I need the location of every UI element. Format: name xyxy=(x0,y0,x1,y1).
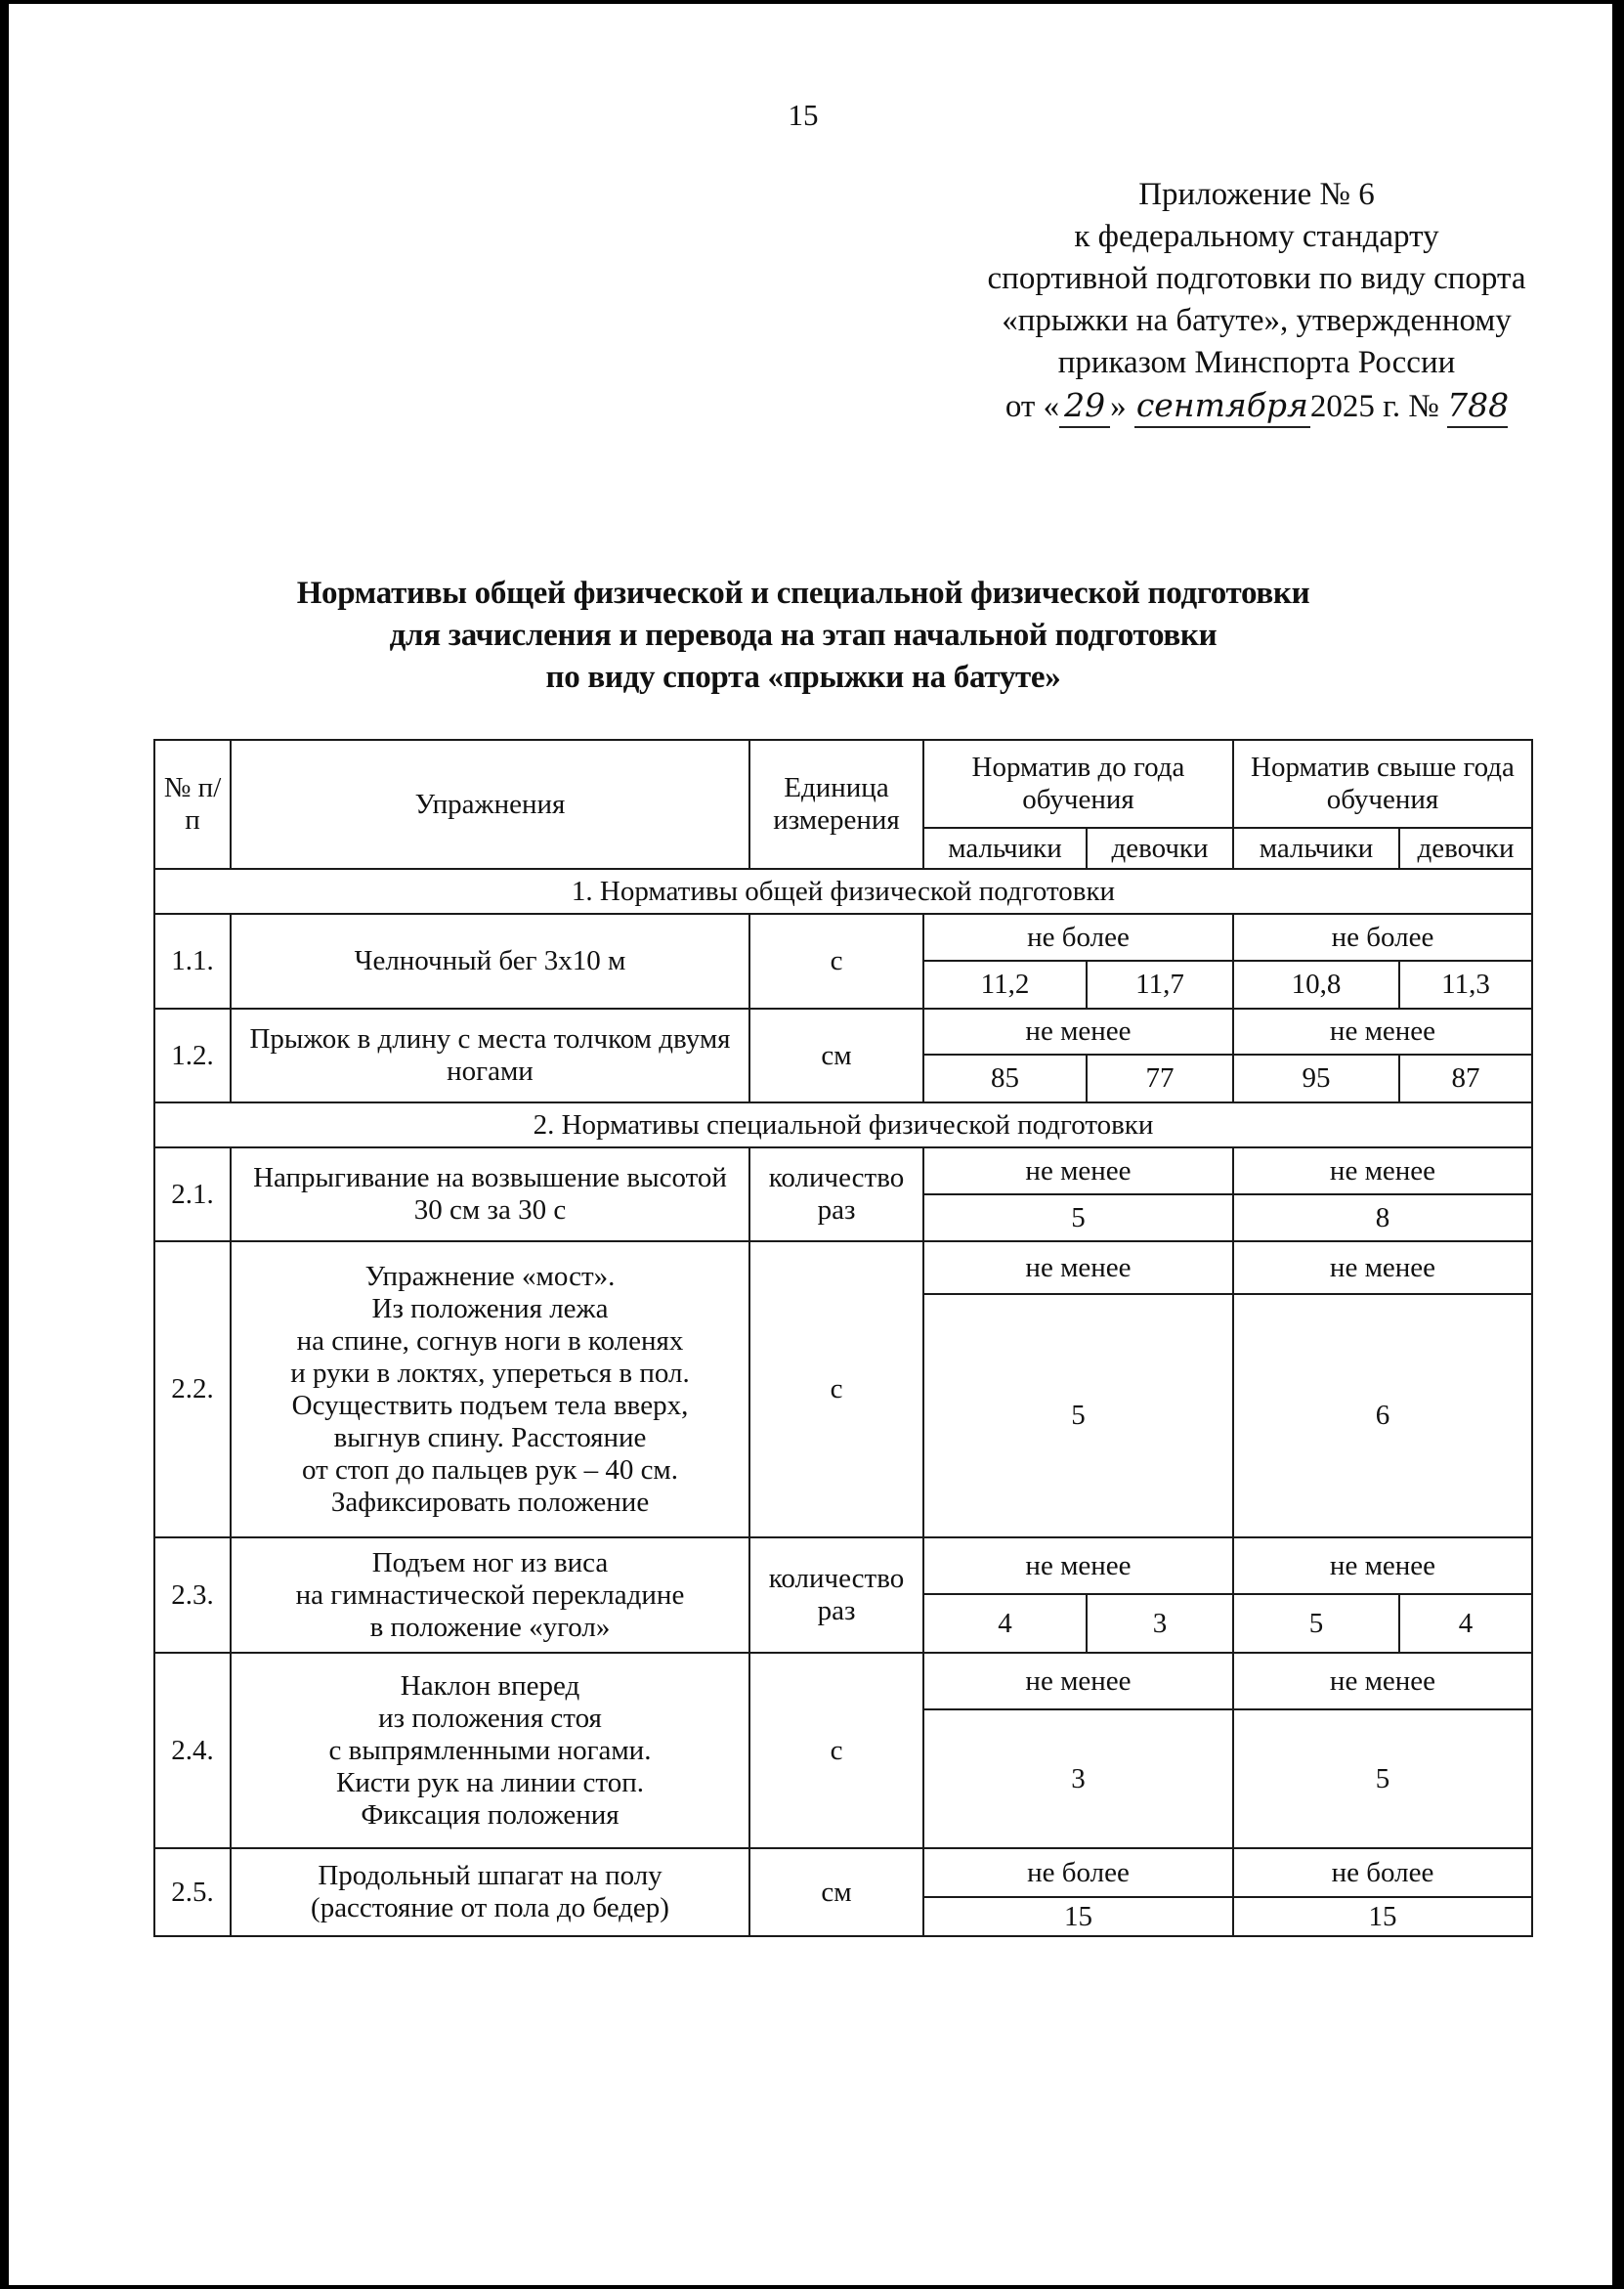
cond-first-year: не более xyxy=(923,1848,1233,1897)
row-unit: с xyxy=(749,1241,923,1537)
exercise-line: с выпрямленными ногами. xyxy=(328,1734,652,1766)
value-after-all: 6 xyxy=(1233,1294,1532,1537)
header-exercise: Упражнения xyxy=(231,740,749,869)
cond-first-year: не менее xyxy=(923,1009,1233,1055)
date-quote-close: » xyxy=(1110,389,1127,424)
value-first-girls: 77 xyxy=(1087,1055,1233,1102)
row-num: 2.2. xyxy=(154,1241,231,1537)
value-after-girls: 11,3 xyxy=(1399,961,1532,1009)
table-row xyxy=(154,1848,1532,1897)
table-row xyxy=(154,914,1532,961)
exercise-line: на гимнастической перекладине xyxy=(295,1578,685,1611)
order-number-handwritten: 788 xyxy=(1447,384,1508,428)
header-girls: девочки xyxy=(1399,828,1532,869)
norms-table xyxy=(153,739,1533,1937)
exercise-line: (расстояние от пола до бедер) xyxy=(311,1892,669,1923)
row-unit: см xyxy=(749,1009,923,1102)
appendix-header xyxy=(880,174,1624,428)
value-after-all: 5 xyxy=(1233,1709,1532,1848)
exercise-line: Наклон вперед xyxy=(400,1669,580,1702)
row-num: 2.4. xyxy=(154,1653,231,1848)
value-first-all: 15 xyxy=(923,1897,1233,1936)
cond-after-year: не менее xyxy=(1233,1009,1532,1055)
exercise-line: Зафиксировать положение xyxy=(330,1486,650,1518)
row-unit: количество раз xyxy=(749,1537,923,1653)
exercise-line: Упражнение «мост». xyxy=(364,1260,616,1292)
appendix-line: приказом Минспорта России xyxy=(1057,345,1456,380)
exercise-line: от стоп до пальцев рук – 40 см. xyxy=(301,1453,679,1486)
table-row xyxy=(154,1009,1532,1055)
value-after-all: 8 xyxy=(1233,1194,1532,1241)
value-first-boys: 11,2 xyxy=(923,961,1087,1009)
header-boys: мальчики xyxy=(923,828,1087,869)
header-norm-first-year: Норматив до года обучения xyxy=(923,740,1233,828)
cond-first-year: не более xyxy=(923,914,1233,961)
row-exercise: Напрыгивание на возвышение высотой 30 см за 30 с xyxy=(231,1147,749,1241)
header-girls: девочки xyxy=(1087,828,1233,869)
exercise-line: и руки в локтях, упереться в пол. xyxy=(290,1357,690,1389)
section-title: 2. Нормативы специальной физической подготовки xyxy=(154,1102,1532,1147)
cond-first-year: не менее xyxy=(923,1241,1233,1294)
row-unit: см xyxy=(749,1848,923,1936)
date-day-handwritten: 29 xyxy=(1059,384,1110,428)
row-unit: количество раз xyxy=(749,1147,923,1241)
row-exercise: Челночный бег 3х10 м xyxy=(231,914,749,1009)
value-first-boys: 85 xyxy=(923,1055,1087,1102)
document-title xyxy=(0,573,1615,699)
header-unit: Единица измерения xyxy=(749,740,923,869)
table-row xyxy=(154,1241,1532,1294)
cond-after-year: не более xyxy=(1233,914,1532,961)
appendix-line: к федеральному стандарту xyxy=(1074,219,1439,254)
value-first-boys: 4 xyxy=(923,1594,1087,1653)
cond-after-year: не менее xyxy=(1233,1147,1532,1194)
section-title: 1. Нормативы общей физической подготовки xyxy=(154,869,1532,914)
row-num: 1.2. xyxy=(154,1009,231,1102)
row-exercise xyxy=(231,1241,749,1537)
value-after-girls: 87 xyxy=(1399,1055,1532,1102)
table-row xyxy=(154,1537,1532,1594)
value-after-boys: 5 xyxy=(1233,1594,1399,1653)
exercise-line: Фиксация положения xyxy=(361,1798,620,1831)
title-line: для зачисления и перевода на этап начальной подготовки xyxy=(389,618,1218,653)
exercise-line: Кисти рук на линии стоп. xyxy=(335,1766,644,1798)
row-num: 2.1. xyxy=(154,1147,231,1241)
row-num: 2.3. xyxy=(154,1537,231,1653)
header-norm-after-year: Норматив свыше года обучения xyxy=(1233,740,1532,828)
appendix-date-line xyxy=(880,384,1624,428)
cond-first-year: не менее xyxy=(923,1537,1233,1594)
exercise-line: Подъем ног из виса xyxy=(371,1546,609,1578)
value-after-boys: 10,8 xyxy=(1233,961,1399,1009)
row-unit: с xyxy=(749,1653,923,1848)
exercise-line: Из положения лежа xyxy=(371,1292,609,1324)
title-line: Нормативы общей физической и специальной физической подготовки xyxy=(296,576,1310,611)
table-row xyxy=(154,1147,1532,1194)
cond-first-year: не менее xyxy=(923,1653,1233,1709)
header-boys: мальчики xyxy=(1233,828,1399,869)
cond-after-year: не более xyxy=(1233,1848,1532,1897)
row-exercise xyxy=(231,1537,749,1653)
cond-after-year: не менее xyxy=(1233,1537,1532,1594)
exercise-line: Осуществить подъем тела вверх, xyxy=(291,1389,689,1421)
row-exercise xyxy=(231,1848,749,1936)
header-num: № п/п xyxy=(154,740,231,869)
cond-after-year: не менее xyxy=(1233,1241,1532,1294)
value-first-all: 5 xyxy=(923,1294,1233,1537)
value-first-all: 3 xyxy=(923,1709,1233,1848)
page-number: 15 xyxy=(788,98,819,132)
value-first-girls: 11,7 xyxy=(1087,961,1233,1009)
exercise-line: выгнув спину. Расстояние xyxy=(333,1421,647,1453)
value-after-girls: 4 xyxy=(1399,1594,1532,1653)
date-prefix: от « xyxy=(1004,389,1060,424)
cond-first-year: не менее xyxy=(923,1147,1233,1194)
cond-after-year: не менее xyxy=(1233,1653,1532,1709)
table-header-row xyxy=(154,740,1532,828)
table-row xyxy=(154,1653,1532,1709)
exercise-line: на спине, согнув ноги в коленях xyxy=(296,1324,684,1357)
value-after-all: 15 xyxy=(1233,1897,1532,1936)
value-after-boys: 95 xyxy=(1233,1055,1399,1102)
appendix-line: спортивной подготовки по виду спорта xyxy=(987,261,1526,296)
row-unit: с xyxy=(749,914,923,1009)
date-month-handwritten: сентября xyxy=(1134,384,1310,428)
appendix-line: Приложение № 6 xyxy=(1138,177,1375,212)
section-row xyxy=(154,869,1532,914)
exercise-line: из положения стоя xyxy=(378,1702,602,1734)
date-year: 2025 г. № xyxy=(1309,389,1439,424)
value-first-girls: 3 xyxy=(1087,1594,1233,1653)
section-row xyxy=(154,1102,1532,1147)
row-exercise xyxy=(231,1653,749,1848)
exercise-line: Продольный шпагат на полу xyxy=(318,1860,662,1891)
row-num: 2.5. xyxy=(154,1848,231,1936)
row-exercise: Прыжок в длину с места толчком двумя ногами xyxy=(231,1009,749,1102)
row-num: 1.1. xyxy=(154,914,231,1009)
appendix-line: «прыжки на батуте», утвержденному xyxy=(1002,303,1512,338)
title-line: по виду спорта «прыжки на батуте» xyxy=(545,660,1061,695)
exercise-line: в положение «угол» xyxy=(369,1611,611,1643)
value-first-all: 5 xyxy=(923,1194,1233,1241)
